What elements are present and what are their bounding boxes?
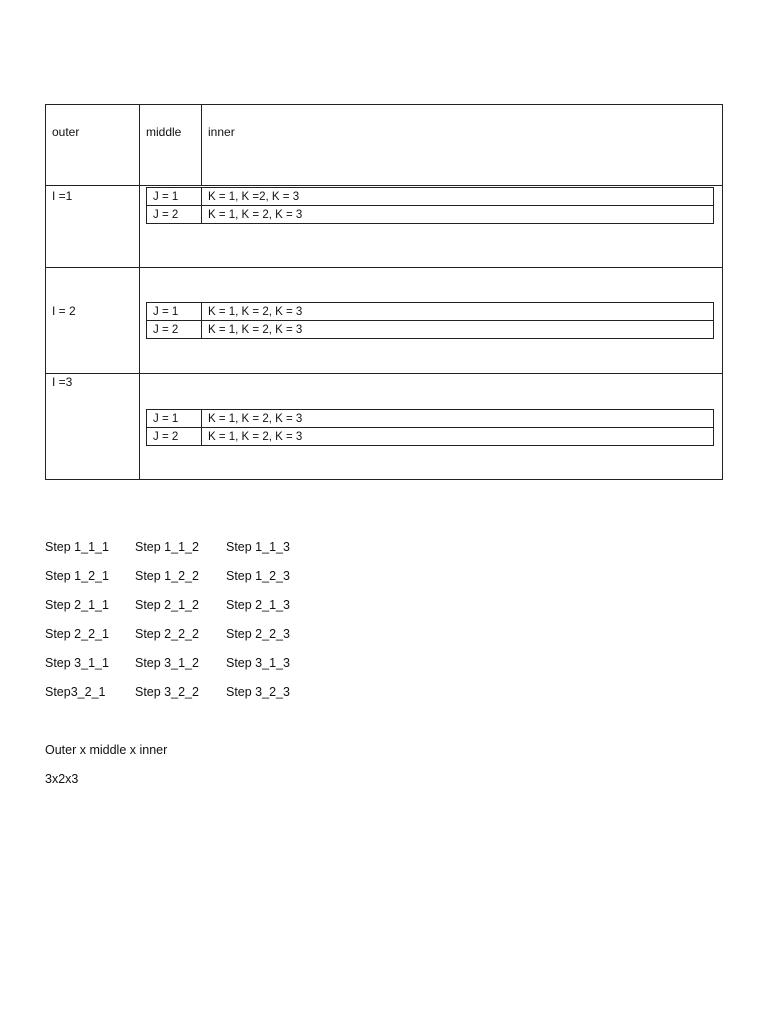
table-row	[46, 268, 723, 374]
nested-j: J = 2	[147, 321, 202, 339]
nested-j: J = 1	[147, 188, 202, 206]
step-text: Step 2_1_3	[226, 598, 290, 612]
step-text: Step 2_1_2	[135, 598, 199, 612]
header-cell-middle	[140, 105, 202, 186]
table-row	[46, 186, 723, 268]
nested-k: K = 1, K = 2, K = 3	[202, 428, 714, 446]
nested-j: J = 2	[147, 206, 202, 224]
result-text: 3x2x3	[45, 772, 79, 786]
step-text: Step 3_1_2	[135, 656, 199, 670]
nested-row	[147, 303, 714, 321]
nested-k: K = 1, K = 2, K = 3	[202, 321, 714, 339]
step-text: Step 2_2_3	[226, 627, 290, 641]
outer-cell	[46, 374, 140, 480]
nested-cell	[140, 374, 723, 480]
nested-j: J = 2	[147, 428, 202, 446]
table-row	[46, 374, 723, 480]
step-text: Step 1_1_3	[226, 540, 290, 554]
nested-j: J = 1	[147, 303, 202, 321]
outer-cell	[46, 186, 140, 268]
step-text: Step 2_1_1	[45, 598, 109, 612]
step-text: Step 3_1_3	[226, 656, 290, 670]
table-header-row	[46, 105, 723, 186]
step-text: Step 1_2_2	[135, 569, 199, 583]
step-text: Step 2_2_1	[45, 627, 109, 641]
nested-row	[147, 428, 714, 446]
nested-table	[146, 302, 714, 339]
step-text: Step 2_2_2	[135, 627, 199, 641]
nested-row	[147, 410, 714, 428]
outer-cell	[46, 268, 140, 374]
nested-j: J = 1	[147, 410, 202, 428]
outer-label: I =3	[52, 375, 73, 389]
header-middle: middle	[146, 125, 182, 139]
step-text: Step 3_1_1	[45, 656, 109, 670]
step-text: Step 1_1_2	[135, 540, 199, 554]
nested-k: K = 1, K = 2, K = 3	[202, 410, 714, 428]
header-inner: inner	[208, 125, 235, 139]
loop-table	[45, 104, 723, 480]
step-text: Step 1_1_1	[45, 540, 109, 554]
header-cell-inner	[202, 105, 723, 186]
nested-k: K = 1, K =2, K = 3	[202, 188, 714, 206]
nested-table	[146, 187, 714, 224]
step-text: Step 3_2_2	[135, 685, 199, 699]
nested-row	[147, 188, 714, 206]
nested-table	[146, 409, 714, 446]
outer-label: I =1	[52, 189, 73, 203]
step-text: Step 3_2_3	[226, 685, 290, 699]
nested-cell	[140, 186, 723, 268]
header-cell-outer	[46, 105, 140, 186]
nested-cell	[140, 268, 723, 374]
nested-k: K = 1, K = 2, K = 3	[202, 303, 714, 321]
nested-k: K = 1, K = 2, K = 3	[202, 206, 714, 224]
nested-row	[147, 206, 714, 224]
step-text: Step3_2_1	[45, 685, 106, 699]
outer-label: I = 2	[52, 304, 76, 318]
step-text: Step 1_2_3	[226, 569, 290, 583]
step-text: Step 1_2_1	[45, 569, 109, 583]
formula-text: Outer x middle x inner	[45, 743, 168, 757]
header-outer: outer	[52, 125, 80, 139]
nested-row	[147, 321, 714, 339]
